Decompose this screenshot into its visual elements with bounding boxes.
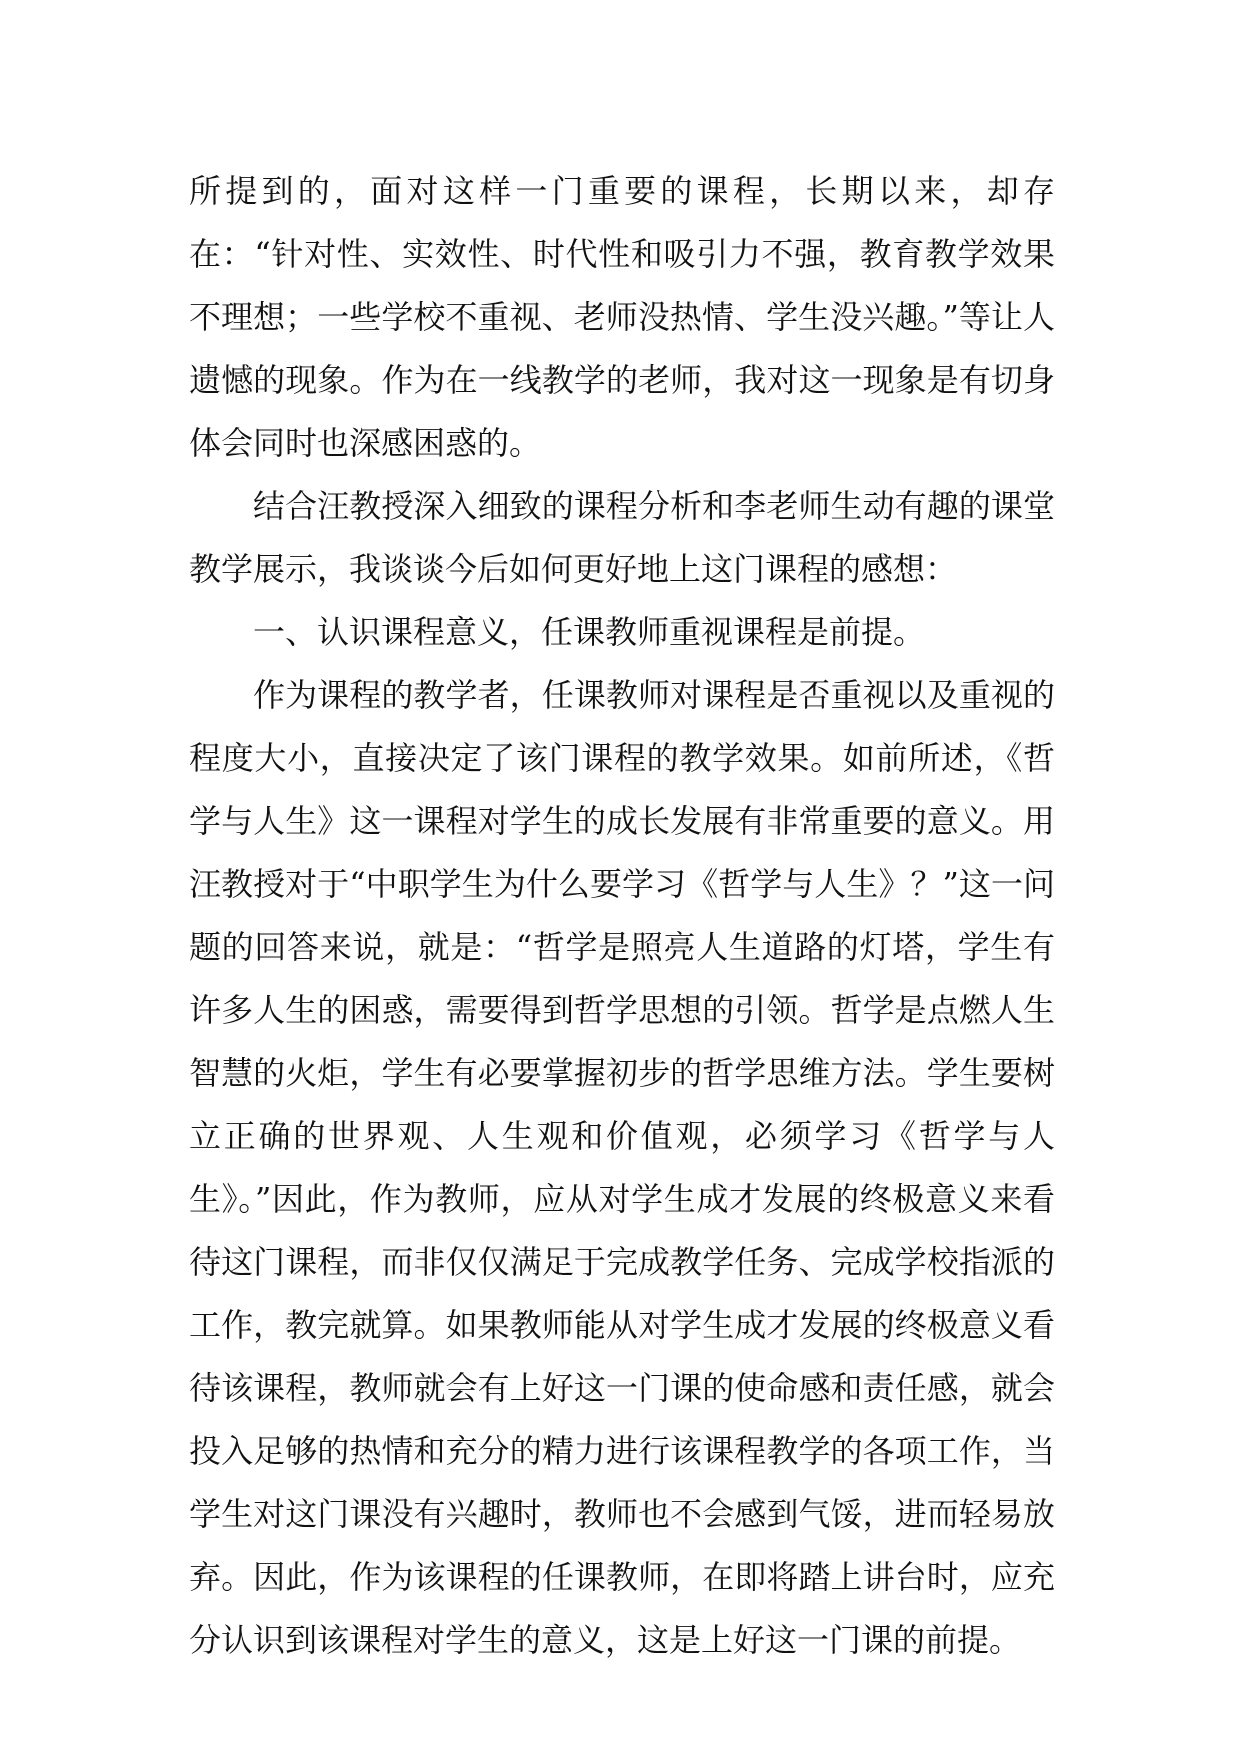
document-body xyxy=(189,160,1055,1672)
paragraph-1: 所提到的，面对这样一门重要的课程，长期以来，却存在：“针对性、实效性、时代性和吸引力不强，教育教学效果不理想；一些学校不重视、老师没热情、学生没兴趣。”等让人遗憾的现象。作为在一线教学的老师，我对这一现象是有切身体会同时也深感困惑的。 xyxy=(189,172,1055,462)
paragraph-4: 作为课程的教学者，任课教师对课程是否重视以及重视的程度大小，直接决定了该门课程的教学效果。如前所述，《哲学与人生》这一课程对学生的成长发展有非常重要的意义。用汪教授对于“中职学生为什么要学习《哲学与人生》？”这一问题的回答来说，就是：“哲学是照亮人生道路的灯塔，学生有许多人生的困惑，需要得到哲学思想的引领。哲学是点燃人生智慧的火炬，学生有必要掌握初步的哲学思维方法。学生要树立正确的世界观、人生观和价值观，必须学习《哲学与人生》。”因此，作为教师，应从对学生成才发展的终极意义来看待这门课程，而非仅仅满足于完成教学任务、完成学校指派的工作，教完就算。如果教师能从对学生成才发展的终极意义看待该课程，教师就会有上好这一门课的使命感和责任感，就会投入足够的热情和充分的精力进行该课程教学的各项工作，当学生对这门课没有兴趣时，教师也不会感到气馁，进而轻易放弃。因此，作为该课程的任课教师，在即将踏上讲台时，应充分认识到该课程对学生的意义，这是上好这一门课的前提。 xyxy=(189,676,1055,1659)
paragraph-2: 结合汪教授深入细致的课程分析和李老师生动有趣的课堂教学展示，我谈谈今后如何更好地上这门课程的感想： xyxy=(189,487,1055,588)
section-heading: 一、认识课程意义，任课教师重视课程是前提。 xyxy=(253,613,926,651)
